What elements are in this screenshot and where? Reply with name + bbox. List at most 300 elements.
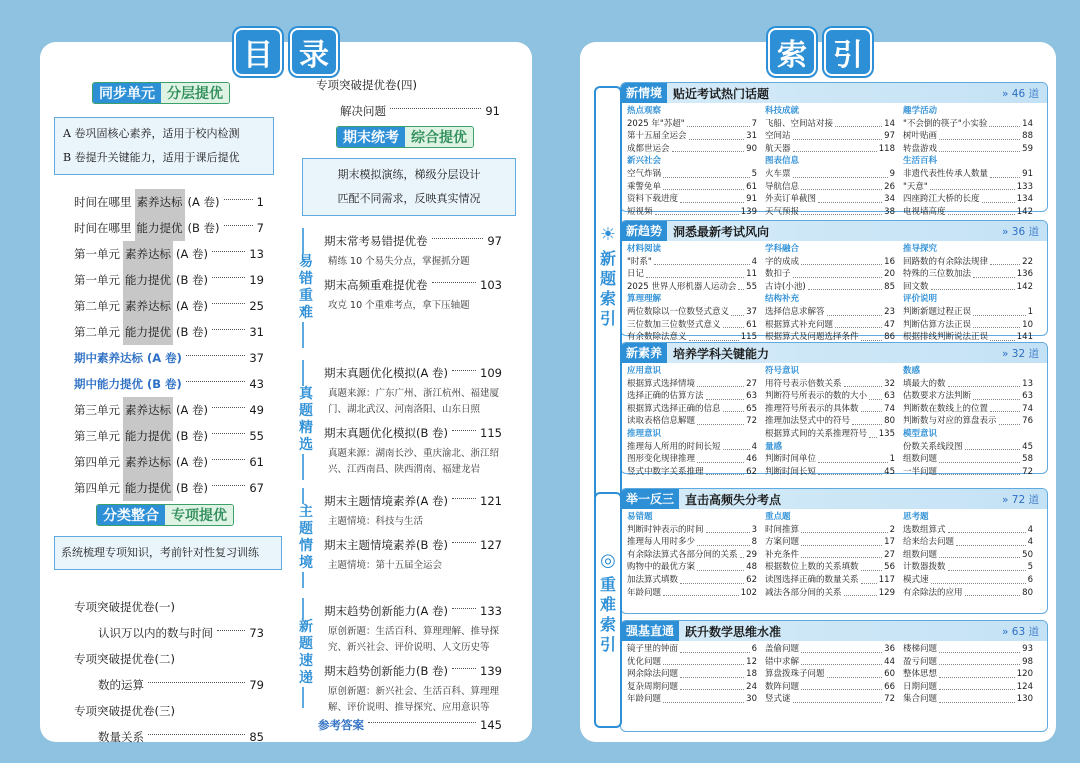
special-title — [74, 594, 264, 620]
unit-type: 素养达标 — [123, 293, 173, 319]
leader-dots — [680, 678, 744, 691]
page-number: 49 — [249, 403, 264, 417]
index-column — [627, 105, 765, 218]
page-number: 115 — [740, 332, 757, 343]
page-number: 85 — [249, 730, 264, 744]
index-item-name: 数扣子 — [765, 269, 791, 280]
page-number: 139 — [740, 206, 757, 217]
index-item[interactable] — [903, 206, 1033, 219]
leader-dots — [861, 571, 877, 584]
index-item-name: 日记 — [627, 269, 645, 280]
leader-dots — [793, 265, 883, 278]
index-item-name: 图形变化规律推理 — [627, 454, 696, 465]
index-item-name: 有余除法的应用 — [903, 587, 963, 598]
leader-dots — [990, 253, 1020, 266]
index-category: 算理理解 — [627, 294, 662, 305]
leader-dots — [827, 665, 883, 678]
index-item-name: 年龄问题 — [627, 694, 662, 705]
unit-row[interactable] — [74, 241, 264, 267]
index-category: 科技成就 — [765, 106, 800, 116]
page-number: 7 — [751, 118, 757, 129]
page-number: 45 — [1022, 441, 1033, 452]
unit-name: 时间在哪里 — [74, 221, 132, 235]
unit-paper: (B 卷) — [176, 429, 209, 443]
leader-dots — [801, 178, 882, 191]
page-number: 36 — [884, 644, 895, 654]
index-columns — [621, 241, 1047, 344]
leader-dots — [432, 238, 484, 239]
special-title: 专项突破提优卷(四) — [316, 78, 417, 92]
page-number: 74 — [884, 403, 895, 414]
index-item-name: 判断数与对应的算盘表示 — [903, 416, 997, 427]
note-final — [302, 158, 516, 216]
exam-row[interactable] — [324, 488, 502, 514]
section-header-a: 同步单元 — [93, 83, 161, 103]
index-column — [627, 511, 765, 599]
page-number: 91 — [746, 194, 757, 205]
page-number: 73 — [249, 626, 264, 640]
page-number: 4 — [1027, 524, 1033, 535]
page-number: 34 — [884, 194, 895, 205]
exam-note: 攻克 10 个重难考点，拿下压轴题 — [328, 300, 470, 311]
unit-row[interactable] — [74, 319, 264, 345]
leader-dots — [999, 412, 1021, 425]
page-number: 61 — [249, 455, 264, 469]
page-number: 31 — [746, 131, 757, 142]
index-item-name: 空气炸锅 — [627, 168, 662, 179]
leader-dots — [973, 265, 1015, 278]
leader-dots — [723, 400, 745, 413]
index-item-name: 空间站 — [765, 131, 791, 142]
index-title — [768, 28, 872, 76]
index-category: 结构补充 — [765, 294, 800, 305]
leader-dots — [368, 722, 476, 723]
leader-dots — [956, 533, 1026, 546]
leader-dots — [212, 303, 245, 304]
page-number: 5 — [751, 168, 757, 179]
unit-row[interactable] — [74, 397, 264, 423]
leader-dots — [687, 115, 750, 128]
index-item-name: 错中求解 — [765, 656, 800, 667]
index-category: 热点观察 — [627, 106, 662, 116]
exam-note: 原创新题：生活百科、算理理解、推导探究、新兴社会、评价说明、人文历史等 — [328, 626, 500, 653]
page-number: 11 — [746, 269, 757, 280]
index-item[interactable] — [765, 466, 895, 479]
index-item-name: 根据算式选择情境 — [627, 378, 696, 389]
leader-dots — [939, 463, 1020, 476]
index-tag: 新趋势 — [621, 221, 667, 241]
index-item[interactable] — [903, 281, 1033, 294]
leader-dots — [663, 584, 739, 597]
special-title — [74, 646, 264, 672]
index-section-header — [621, 621, 1047, 641]
index-column — [765, 511, 903, 599]
special-subtitle: 数量关系 — [98, 730, 144, 744]
exam-title: 期末主题情境素养(B 卷) — [324, 538, 449, 552]
leader-dots — [740, 546, 745, 559]
leader-dots — [948, 375, 1021, 388]
group-label: 易错重难 — [299, 254, 313, 321]
unit-paper: (B 卷) — [176, 325, 209, 339]
group-items — [324, 360, 502, 480]
index-count[interactable]: » 36 道 — [1002, 225, 1039, 238]
index-heading: 培养学科关键能力 — [673, 346, 770, 361]
index-columns — [621, 641, 1047, 706]
section-header-b: 分层提优 — [161, 83, 229, 103]
leader-dots — [663, 165, 750, 178]
page-number: 10 — [1022, 319, 1033, 330]
index-item-name: 复杂周期问题 — [627, 681, 679, 692]
index-item[interactable] — [765, 143, 895, 156]
index-page — [580, 38, 1056, 742]
index-item-name: 给来给去问题 — [903, 537, 955, 548]
index-section-header — [621, 343, 1047, 363]
note-line: 系统梳理专项知识，考前针对性复习训练 — [61, 546, 259, 559]
leader-dots — [217, 630, 245, 631]
index-category: 生活百科 — [903, 156, 938, 167]
index-category: 符号意识 — [765, 366, 800, 376]
index-section — [620, 220, 1048, 343]
index-item-name: 楼梯问题 — [903, 644, 938, 654]
index-item[interactable] — [903, 415, 1033, 428]
page-number: 80 — [884, 416, 895, 427]
exam-row[interactable] — [324, 420, 502, 446]
side-label-text: 重难索引 — [599, 575, 616, 654]
page-number: 18 — [746, 669, 757, 680]
index-item-name: 减法各部分间的关系 — [765, 587, 842, 598]
special-subtitle[interactable]: 解决问题 — [340, 104, 386, 118]
special-title-text: 专项突破提优卷(一) — [74, 600, 175, 614]
index-item-name: 四座跨江大桥的长度 — [903, 194, 980, 205]
index-section-header — [621, 83, 1047, 103]
leader-dots — [654, 253, 750, 266]
index-item-name: 成都世运会 — [627, 143, 670, 154]
page-number: 4 — [751, 256, 757, 267]
leader-dots — [801, 678, 882, 691]
unit-row[interactable] — [74, 371, 264, 397]
index-item[interactable] — [765, 428, 895, 441]
index-item-name: 乘警免单 — [627, 181, 662, 192]
index-count[interactable]: » 32 道 — [1002, 347, 1039, 360]
special-row[interactable] — [74, 672, 264, 698]
group-label: 新题速递 — [299, 619, 313, 686]
leader-dots — [861, 400, 883, 413]
index-item-name: 2025 年"苏超" — [627, 118, 685, 129]
index-item-name: 判断符号所表示的数的大小 — [765, 391, 868, 402]
page-number: 45 — [884, 466, 895, 477]
leader-dots — [655, 203, 739, 216]
note-line: 匹配不同需求，反映真实情况 — [337, 192, 481, 205]
leader-dots — [706, 521, 750, 534]
page-number: 50 — [1022, 549, 1033, 560]
index-item[interactable] — [627, 281, 757, 294]
unit-type: 能力提优 — [135, 215, 185, 241]
index-item-name: 两位数除以一位数竖式意义 — [627, 306, 730, 317]
leader-dots — [930, 178, 1015, 191]
unit-type: 素养达标 — [123, 397, 173, 423]
index-item[interactable] — [765, 281, 895, 294]
index-item[interactable] — [903, 466, 1033, 479]
unit-paper: (A 卷) — [176, 455, 208, 469]
index-column — [765, 243, 903, 344]
exam-note: 真题来源：广东广州、浙江杭州、福建厦门、湖北武汉、河南洛阳、山东日照 — [328, 388, 500, 415]
exam-row[interactable] — [324, 658, 502, 684]
page-number: 120 — [1016, 669, 1033, 680]
index-item-name: 份数关系线段图 — [903, 441, 963, 452]
index-item-name: 年龄问题 — [627, 587, 662, 598]
index-item-name: 方案问题 — [765, 537, 800, 548]
page-number: 145 — [480, 718, 502, 732]
index-item[interactable] — [627, 693, 757, 706]
side-label-text: 新题索引 — [599, 249, 616, 328]
index-item-name: 有余除法算式各部分间的关系 — [627, 549, 738, 560]
leader-dots — [965, 438, 1021, 451]
unit-row[interactable] — [74, 423, 264, 449]
index-count[interactable]: » 46 道 — [1002, 87, 1039, 100]
index-count[interactable]: » 63 道 — [1002, 625, 1039, 638]
index-column — [903, 105, 1041, 218]
exam-title: 期末趋势创新能力(A 卷) — [324, 604, 448, 618]
unit-row[interactable] — [74, 293, 264, 319]
unit-row[interactable] — [74, 189, 264, 215]
note-ab — [54, 117, 274, 175]
index-column — [903, 511, 1041, 599]
unit-paper: (B 卷) — [176, 273, 209, 287]
leader-dots — [948, 558, 1026, 571]
note-line: B 卷提升关键能力，适用于课后提优 — [63, 151, 240, 164]
section-header-topic — [96, 504, 234, 526]
unit-row[interactable] — [74, 475, 264, 501]
index-item[interactable] — [627, 143, 757, 156]
page-number: 25 — [249, 299, 264, 313]
note-line: A 卷巩固核心素养，适用于校内检测 — [63, 127, 240, 140]
leader-dots — [212, 251, 245, 252]
index-item-name: 日期问题 — [903, 681, 938, 692]
page-number: 38 — [884, 206, 895, 217]
index-section — [620, 488, 1048, 614]
index-item-name: 古诗(小池) — [765, 281, 806, 292]
page-number: 121 — [480, 494, 502, 508]
unit-row[interactable] — [74, 449, 264, 475]
page-number: 6 — [1027, 574, 1033, 585]
index-item[interactable] — [627, 536, 757, 549]
special-four — [316, 72, 500, 124]
index-columns — [621, 363, 1047, 478]
unit-name: 第三单元 — [74, 429, 120, 443]
index-category: 应用意识 — [627, 366, 662, 376]
index-count[interactable]: » 72 道 — [1002, 493, 1039, 506]
index-item-name: 根据算式选择正确的信息 — [627, 403, 721, 414]
leader-dots — [452, 668, 476, 669]
page-number: 9 — [889, 168, 895, 179]
page-number: 142 — [1016, 281, 1033, 292]
exam-row[interactable] — [324, 360, 502, 386]
leader-dots — [852, 412, 882, 425]
special-title — [74, 698, 264, 724]
unit-row[interactable] — [74, 267, 264, 293]
index-item-name: 竖式中数字关系推理 — [627, 466, 704, 477]
leader-dots — [663, 178, 744, 191]
unit-paper: (A 卷) — [176, 247, 208, 261]
note-topic — [54, 536, 282, 570]
index-item-name: 火车票 — [765, 168, 791, 179]
unit-name: 第二单元 — [74, 299, 120, 313]
unit-name: 第一单元 — [74, 273, 120, 287]
group-items — [324, 488, 502, 576]
index-item-name: 短视频 — [627, 206, 653, 217]
page-number: 93 — [1022, 644, 1033, 654]
leader-dots — [663, 653, 744, 666]
page-number: 26 — [884, 181, 895, 192]
index-category: 趣学活动 — [903, 106, 938, 116]
leader-dots — [931, 571, 1026, 584]
toc-title-char: 目 — [234, 28, 282, 76]
page-number: 56 — [884, 562, 895, 573]
index-item-name: 模式速 — [903, 574, 929, 585]
page-number: 135 — [878, 428, 895, 439]
index-section-header — [621, 221, 1047, 241]
index-item-name: 算盘拨珠子问题 — [765, 669, 825, 680]
page-number: 6 — [751, 644, 757, 654]
index-item[interactable] — [765, 587, 895, 600]
page-number: 14 — [884, 118, 895, 129]
unit-name: 第四单元 — [74, 455, 120, 469]
index-category: 重点题 — [765, 512, 791, 522]
leader-dots — [452, 370, 476, 371]
leader-dots — [808, 278, 883, 291]
index-item-name: 三位数加三位数竖式意义 — [627, 319, 721, 330]
leader-dots — [186, 355, 245, 356]
exam-title: 期末高频重难提优卷 — [324, 278, 428, 292]
leader-dots — [723, 438, 750, 451]
index-item[interactable] — [627, 587, 757, 600]
index-category: 思考题 — [903, 512, 929, 522]
leader-dots — [723, 316, 745, 329]
index-item[interactable] — [627, 206, 757, 219]
index-item[interactable] — [765, 693, 895, 706]
leader-dots — [939, 690, 1015, 703]
exam-row[interactable] — [324, 228, 502, 254]
page-number: 37 — [249, 351, 264, 365]
page-number: 65 — [746, 403, 757, 414]
leader-dots — [663, 690, 744, 703]
page-number: 124 — [1016, 681, 1033, 692]
index-item-name: 资料下载进度 — [627, 194, 679, 205]
page-number: 61 — [746, 181, 757, 192]
page-number: 72 — [746, 416, 757, 427]
index-item[interactable] — [903, 587, 1033, 600]
index-category: 模型意识 — [903, 428, 938, 439]
index-item-name: "时系" — [627, 256, 652, 267]
unit-name: 期中素养达标 (A 卷) — [74, 351, 182, 365]
leader-dots — [835, 115, 882, 128]
index-item-name: 有余数除法意义 — [627, 332, 687, 343]
note-line: 期末模拟演练，梯级分层设计 — [337, 168, 481, 181]
page-number: 13 — [249, 247, 264, 261]
index-title-char: 引 — [824, 28, 872, 76]
unit-type: 素养达标 — [135, 189, 185, 215]
page-number: 32 — [884, 378, 895, 389]
page-number: 5 — [1027, 562, 1033, 573]
page-number: 79 — [249, 678, 264, 692]
exam-title: 期末趋势创新能力(B 卷) — [324, 664, 449, 678]
index-item-name: 读图选择正确的数量关系 — [765, 574, 859, 585]
index-item[interactable] — [627, 466, 757, 479]
page-number: 61 — [746, 319, 757, 330]
index-item[interactable] — [903, 693, 1033, 706]
page-number: 2 — [889, 524, 895, 535]
exam-note: 真题来源：湖南长沙、重庆渝北、浙江绍兴、江西南昌、陕西渭南、福建龙岩 — [328, 448, 500, 475]
page-number: 46 — [746, 454, 757, 465]
index-tag: 举一反三 — [621, 489, 679, 509]
leader-dots — [738, 278, 744, 291]
exam-row[interactable] — [324, 272, 502, 298]
page-number: 4 — [751, 441, 757, 452]
exam-row[interactable] — [324, 598, 502, 624]
leader-dots — [801, 653, 882, 666]
index-tag: 强基直通 — [621, 621, 679, 641]
answers-label[interactable]: 参考答案 — [318, 718, 364, 732]
page-number: 117 — [878, 574, 895, 585]
leader-dots — [939, 140, 1020, 153]
page-number: 97 — [884, 131, 895, 142]
page-number: 118 — [878, 143, 895, 154]
target-icon: ◎ — [600, 550, 616, 571]
index-column — [627, 643, 765, 706]
index-item-name: 选数组算式 — [903, 524, 946, 535]
special-row[interactable] — [74, 620, 264, 646]
index-item[interactable] — [765, 206, 895, 219]
index-section — [620, 82, 1048, 217]
toc-title-char: 录 — [290, 28, 338, 76]
page-number: 85 — [884, 281, 895, 292]
side-label-new — [594, 86, 622, 506]
index-item-name: 选择信息求解答 — [765, 306, 825, 317]
leader-dots — [939, 640, 1020, 653]
index-item-name: 非遗代表性传承人数量 — [903, 168, 989, 179]
exam-row[interactable] — [324, 532, 502, 558]
index-item-name: 回文数 — [903, 281, 929, 292]
leader-dots — [697, 558, 744, 571]
index-item[interactable] — [903, 143, 1033, 156]
leader-dots — [948, 521, 1026, 534]
index-section — [620, 342, 1048, 477]
special-row[interactable] — [74, 724, 264, 750]
unit-row[interactable] — [74, 345, 264, 371]
page-number: 102 — [740, 587, 757, 598]
index-heading: 直击高频失分考点 — [685, 492, 782, 507]
page-number: 115 — [480, 426, 502, 440]
leader-dots — [793, 690, 883, 703]
leader-dots — [973, 387, 1020, 400]
section-header-sync — [92, 82, 230, 104]
page-number: 31 — [249, 325, 264, 339]
leader-dots — [818, 190, 882, 203]
index-column — [627, 243, 765, 344]
index-item-name: 推理每人用时多少 — [627, 537, 696, 548]
page-number: 1 — [1027, 306, 1033, 317]
unit-row[interactable] — [74, 215, 264, 241]
index-item-name: 购物中的最优方案 — [627, 562, 696, 573]
page-number: 48 — [746, 562, 757, 573]
unit-paper: (A 卷) — [176, 299, 208, 313]
index-column — [903, 643, 1041, 706]
index-item-name: 判断时钟表示的时间 — [627, 524, 704, 535]
index-item[interactable] — [627, 415, 757, 428]
index-item-name: 组数问题 — [903, 454, 938, 465]
page-number: 4 — [1027, 537, 1033, 548]
unit-name: 期中能力提优 (B 卷) — [74, 377, 182, 391]
